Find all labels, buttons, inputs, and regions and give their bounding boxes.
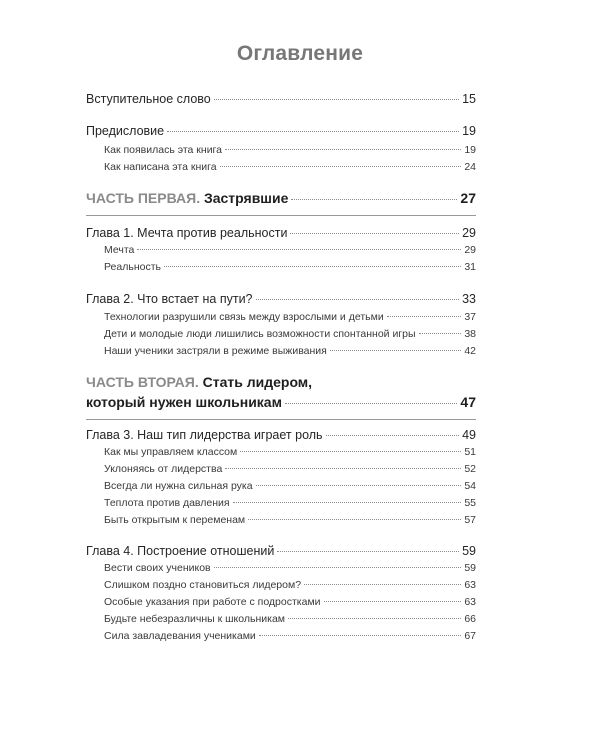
dot-leader bbox=[288, 618, 461, 619]
toc-subentry[interactable] bbox=[104, 613, 476, 625]
toc-subentry[interactable] bbox=[104, 261, 476, 273]
dot-leader bbox=[285, 403, 457, 404]
entry-page: 37 bbox=[464, 311, 476, 323]
entry-label: Как написана эта книга bbox=[104, 161, 217, 173]
entry-label: Дети и молодые люди лишились возможности спонтанной игры bbox=[104, 328, 416, 340]
dot-leader bbox=[214, 567, 462, 568]
dot-leader bbox=[167, 131, 459, 132]
part-label: ЧАСТЬ ПЕРВАЯ. bbox=[86, 190, 201, 206]
entry-label: Глава 2. Что встает на пути? bbox=[86, 292, 253, 306]
entry-label: Как появилась эта книга bbox=[104, 144, 222, 156]
dot-leader bbox=[326, 435, 460, 436]
dot-leader bbox=[225, 149, 461, 150]
entry-page: 59 bbox=[464, 562, 476, 574]
entry-label: Реальность bbox=[104, 261, 161, 273]
entry-page: 38 bbox=[464, 328, 476, 340]
entry-page: 52 bbox=[464, 463, 476, 475]
entry-page: 67 bbox=[464, 630, 476, 642]
entry-page: 15 bbox=[462, 92, 476, 106]
entry-page: 29 bbox=[462, 226, 476, 240]
toc-entry-intro[interactable] bbox=[86, 92, 476, 106]
entry-label: Глава 4. Построение отношений bbox=[86, 544, 275, 558]
entry-page: 55 bbox=[464, 497, 476, 509]
entry-page: 33 bbox=[462, 292, 476, 306]
entry-label: Глава 1. Мечта против реальности bbox=[86, 226, 288, 240]
entry-label: Вступительное слово bbox=[86, 92, 211, 106]
entry-label: Особые указания при работе с подростками bbox=[104, 596, 321, 608]
dot-leader bbox=[291, 199, 457, 200]
part-label: ЧАСТЬ ВТОРАЯ. bbox=[86, 374, 199, 390]
dot-leader bbox=[164, 266, 461, 267]
entry-label: Вести своих учеников bbox=[104, 562, 211, 574]
entry-label: Глава 3. Наш тип лидерства играет роль bbox=[86, 428, 323, 442]
dot-leader bbox=[248, 519, 461, 520]
entry-page: 51 bbox=[464, 446, 476, 458]
page-title: Оглавление bbox=[236, 42, 364, 65]
dot-leader bbox=[137, 249, 461, 250]
entry-page: 19 bbox=[464, 144, 476, 156]
toc-subentry[interactable] bbox=[104, 630, 476, 642]
toc-subentry[interactable] bbox=[104, 328, 476, 340]
dot-leader bbox=[290, 233, 459, 234]
entry-page: 66 bbox=[464, 613, 476, 625]
dot-leader bbox=[277, 551, 459, 552]
entry-label: Будьте небезразличны к школьникам bbox=[104, 613, 286, 625]
entry-label: Технологии разрушили связь между взрослыми и детьми bbox=[104, 311, 384, 323]
entry-page: 19 bbox=[462, 124, 476, 138]
toc-part-one[interactable] bbox=[86, 190, 476, 206]
entry-label: Как мы управляем классом bbox=[104, 446, 238, 458]
entry-page: 54 bbox=[464, 480, 476, 492]
part-title-line1: Стать лидером, bbox=[202, 374, 313, 390]
toc-subentry[interactable] bbox=[104, 562, 476, 574]
entry-page: 29 bbox=[464, 244, 476, 256]
entry-label: Предисловие bbox=[86, 124, 165, 138]
entry-page: 57 bbox=[464, 514, 476, 526]
dot-leader bbox=[324, 601, 462, 602]
part-title-line2: который нужен школьникам bbox=[86, 394, 282, 410]
entry-label: Теплота против давления bbox=[104, 497, 230, 509]
entry-label: Сила завладевания учениками bbox=[104, 630, 256, 642]
toc-subentry[interactable] bbox=[104, 596, 476, 608]
toc-chapter-4[interactable] bbox=[86, 544, 476, 558]
entry-label: Мечта bbox=[104, 244, 135, 256]
dot-leader bbox=[256, 485, 462, 486]
entry-label: Наши ученики застряли в режиме выживания bbox=[104, 345, 327, 357]
toc-subentry[interactable] bbox=[104, 161, 476, 173]
toc-subentry[interactable] bbox=[104, 144, 476, 156]
entry-label: Всегда ли нужна сильная рука bbox=[104, 480, 253, 492]
toc-subentry[interactable] bbox=[104, 463, 476, 475]
dot-leader bbox=[304, 584, 461, 585]
part-page: 47 bbox=[460, 394, 476, 410]
entry-page: 31 bbox=[464, 261, 476, 273]
entry-label: Уклоняясь от лидерства bbox=[104, 463, 223, 475]
section-divider bbox=[86, 419, 476, 420]
entry-page: 49 bbox=[462, 428, 476, 442]
dot-leader bbox=[259, 635, 462, 636]
entry-page: 59 bbox=[462, 544, 476, 558]
entry-label: Слишком поздно становиться лидером? bbox=[104, 579, 302, 591]
entry-page: 63 bbox=[464, 579, 476, 591]
dot-leader bbox=[387, 316, 462, 317]
toc-subentry[interactable] bbox=[104, 311, 476, 323]
toc-subentry[interactable] bbox=[104, 514, 476, 526]
dot-leader bbox=[256, 299, 460, 300]
toc-chapter-3[interactable] bbox=[86, 428, 476, 442]
dot-leader bbox=[225, 468, 461, 469]
toc-subentry[interactable] bbox=[104, 480, 476, 492]
toc-subentry[interactable] bbox=[104, 497, 476, 509]
toc-chapter-2[interactable] bbox=[86, 292, 476, 306]
toc-part-two-line1[interactable] bbox=[86, 374, 312, 390]
dot-leader bbox=[220, 166, 462, 167]
toc-chapter-1[interactable] bbox=[86, 226, 476, 240]
part-title: Застрявшие bbox=[203, 190, 289, 206]
entry-page: 24 bbox=[464, 161, 476, 173]
toc-subentry[interactable] bbox=[104, 446, 476, 458]
entry-label: Быть открытым к переменам bbox=[104, 514, 246, 526]
toc-subentry[interactable] bbox=[104, 579, 476, 591]
toc-part-two[interactable] bbox=[86, 394, 476, 410]
dot-leader bbox=[214, 99, 459, 100]
entry-page: 42 bbox=[464, 345, 476, 357]
entry-page: 63 bbox=[464, 596, 476, 608]
section-divider bbox=[86, 215, 476, 216]
toc-subentry[interactable] bbox=[104, 244, 476, 256]
toc-entry-preface[interactable] bbox=[86, 124, 476, 138]
dot-leader bbox=[419, 333, 462, 334]
dot-leader bbox=[233, 502, 462, 503]
dot-leader bbox=[330, 350, 461, 351]
part-page: 27 bbox=[460, 190, 476, 206]
toc-subentry[interactable] bbox=[104, 345, 476, 357]
dot-leader bbox=[240, 451, 461, 452]
